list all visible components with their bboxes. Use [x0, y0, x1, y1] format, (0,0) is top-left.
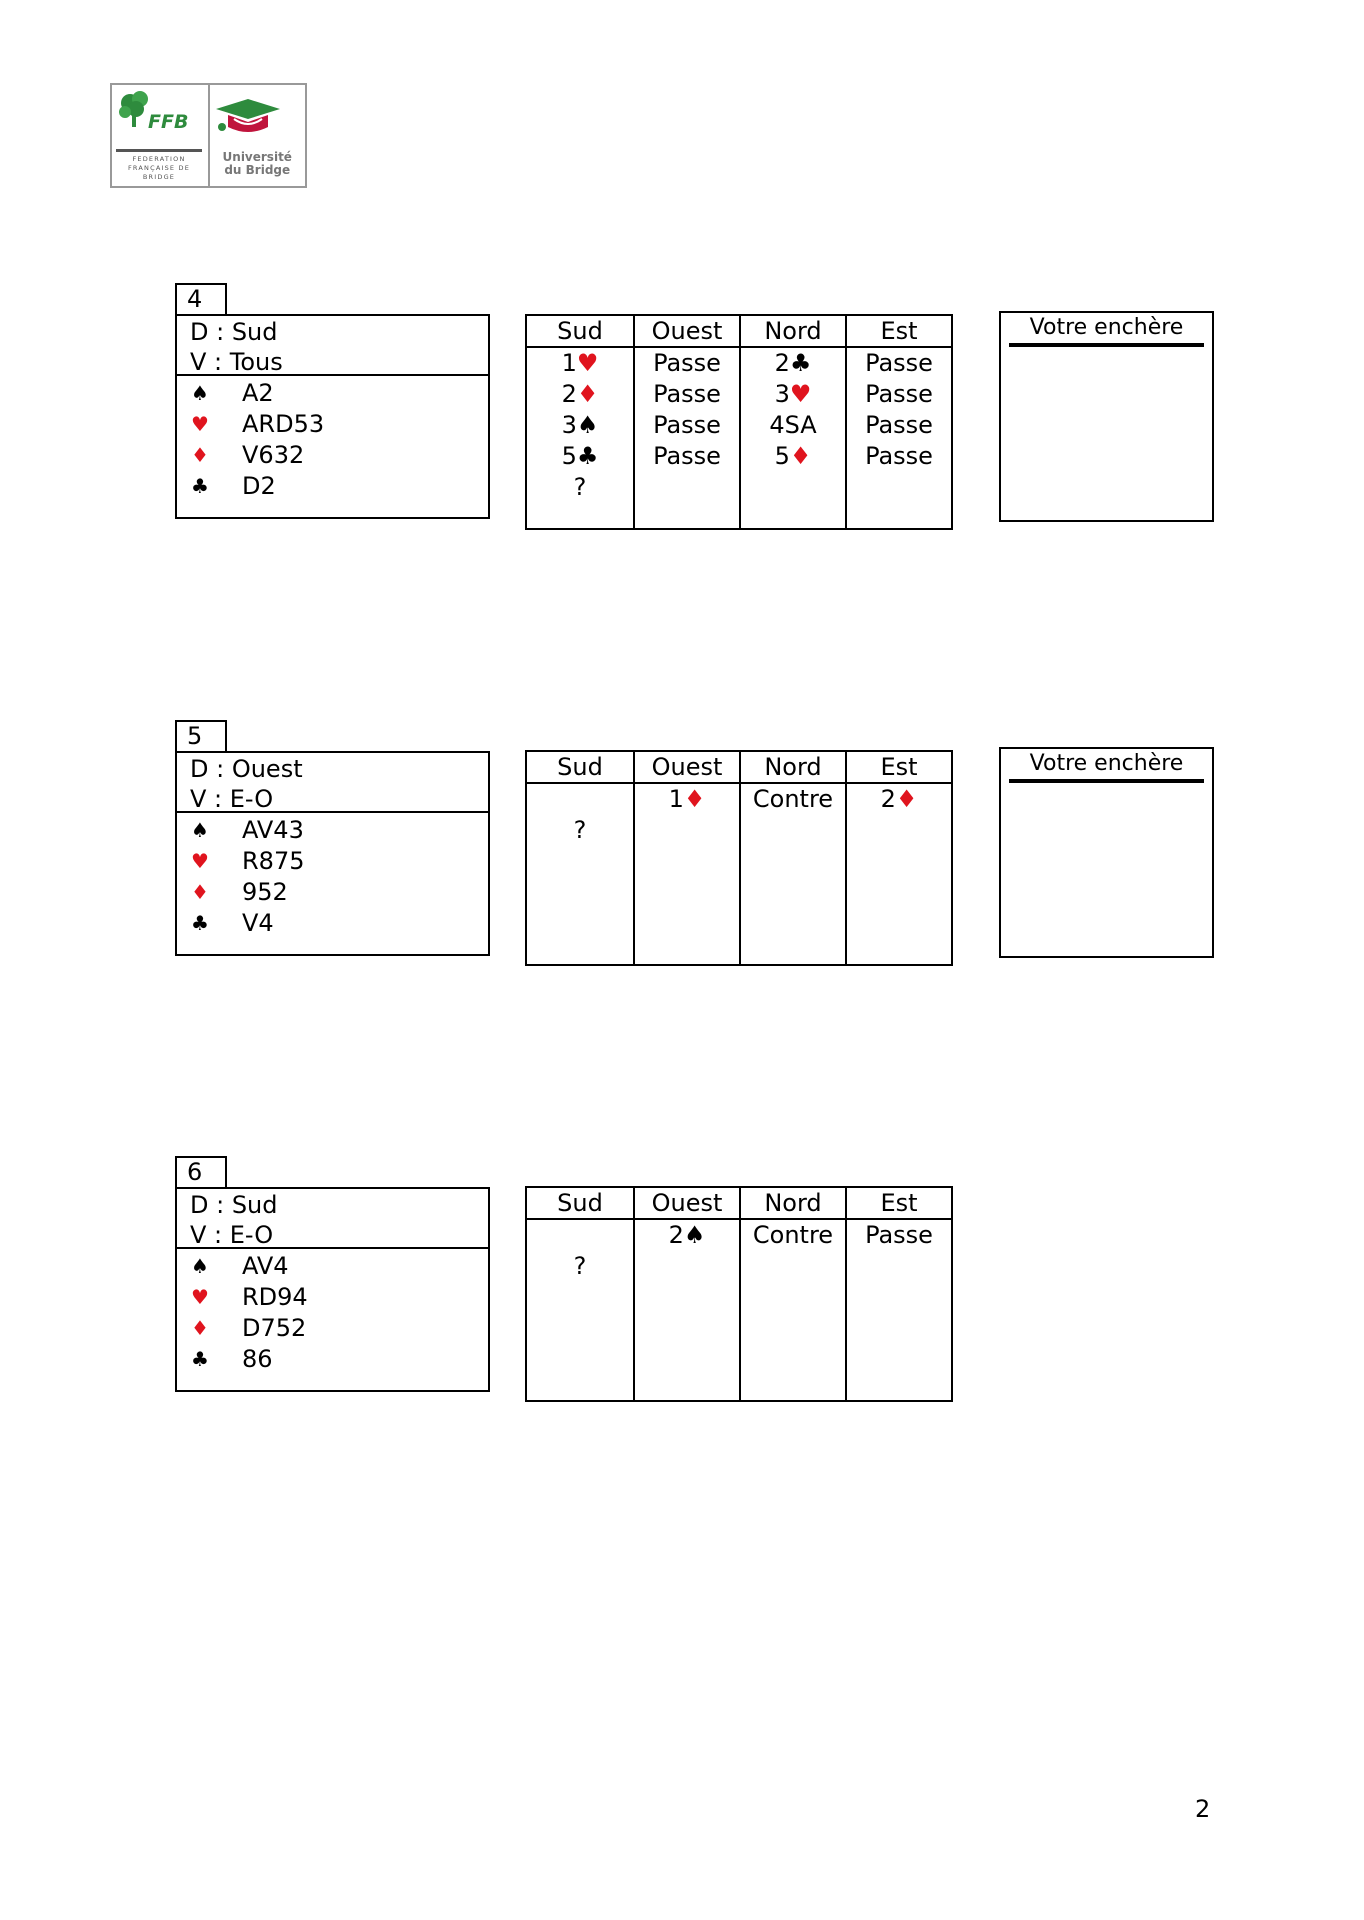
vulnerability-line: V : E-O — [190, 785, 274, 813]
auction-bid: 4SA — [769, 411, 817, 439]
dealer-line: D : Sud — [190, 318, 278, 346]
auction-header: Sud — [527, 316, 633, 348]
auction-bid: Contre — [752, 785, 834, 813]
auction-header: Sud — [527, 752, 633, 784]
universite-line1: Université — [222, 150, 292, 164]
auction-bid: Passe — [865, 380, 933, 408]
ffb-wordmark: FFB — [148, 111, 189, 133]
auction-column-ouest — [633, 316, 739, 528]
auction-header: Sud — [527, 1188, 633, 1220]
spade-icon: ♠ — [191, 818, 209, 842]
auction-table — [525, 314, 953, 530]
dealer-line: D : Sud — [190, 1191, 278, 1219]
club-cards: V4 — [242, 909, 274, 937]
diamond-cards: 952 — [242, 878, 288, 906]
universite-line2: du Bridge — [224, 163, 291, 177]
auction-bid: Contre — [752, 1221, 834, 1249]
deal-info — [175, 314, 490, 376]
answer-box[interactable] — [999, 747, 1214, 958]
diamond-cards: V632 — [242, 441, 305, 469]
auction-bid: 3♠ — [561, 411, 599, 439]
auction-bid: ? — [573, 473, 587, 501]
hand-row-hearts — [177, 1282, 488, 1313]
auction-header: Nord — [741, 316, 845, 348]
hand-row-hearts — [177, 409, 488, 440]
deal-info — [175, 1187, 490, 1249]
deal-5 — [175, 720, 490, 956]
auction-header: Nord — [741, 752, 845, 784]
heart-cards: R875 — [242, 847, 305, 875]
diamond-icon: ♦ — [191, 1316, 209, 1340]
vulnerability-line: V : E-O — [190, 1221, 274, 1249]
ffb-logo-left — [112, 85, 210, 186]
auction-bid: Passe — [653, 411, 721, 439]
auction-header: Est — [847, 316, 951, 348]
heart-icon: ♥ — [191, 849, 209, 873]
hand-row-diamonds — [177, 877, 488, 908]
deal-number: 5 — [175, 720, 227, 751]
hand-row-clubs — [177, 471, 488, 502]
auction-bid: Passe — [653, 442, 721, 470]
heart-icon: ♥ — [191, 1285, 209, 1309]
deal-number: 4 — [175, 283, 227, 314]
auction-header: Nord — [741, 1188, 845, 1220]
hand — [175, 376, 490, 519]
auction-bid — [527, 1220, 633, 1251]
diamond-cards: D752 — [242, 1314, 307, 1342]
auction-header: Ouest — [635, 752, 739, 784]
diamond-icon: ♦ — [191, 443, 209, 467]
auction-bid: Passe — [865, 349, 933, 377]
hand-row-diamonds — [177, 1313, 488, 1344]
auction-bid: Passe — [865, 442, 933, 470]
auction-bid: 1♥ — [561, 349, 599, 377]
club-cards: D2 — [242, 472, 276, 500]
heart-cards: RD94 — [242, 1283, 308, 1311]
auction-bid: ? — [573, 816, 587, 844]
heart-icon: ♥ — [191, 412, 209, 436]
answer-box-title: Votre enchère — [1009, 749, 1204, 783]
universite-logo — [210, 85, 306, 186]
auction-column-nord — [739, 752, 845, 964]
spade-icon: ♠ — [191, 381, 209, 405]
deal-4 — [175, 283, 490, 519]
auction-column-ouest — [633, 752, 739, 964]
hand-row-spades — [177, 1251, 488, 1282]
page-number: 2 — [1195, 1795, 1211, 1823]
answer-box[interactable] — [999, 311, 1214, 522]
auction-bid: Passe — [653, 349, 721, 377]
ffb-logo — [110, 83, 307, 188]
club-icon: ♣ — [191, 474, 209, 498]
auction-bid: Passe — [865, 411, 933, 439]
hand-row-clubs — [177, 1344, 488, 1375]
auction-bid: 2♦ — [880, 785, 918, 813]
club-icon: ♣ — [191, 1347, 209, 1371]
heart-cards: ARD53 — [242, 410, 325, 438]
auction-column-ouest — [633, 1188, 739, 1400]
auction-table — [525, 750, 953, 966]
auction-bid: Passe — [653, 380, 721, 408]
auction-header: Est — [847, 752, 951, 784]
spade-cards: AV4 — [242, 1252, 289, 1280]
hand-row-hearts — [177, 846, 488, 877]
auction-column-sud — [527, 752, 633, 964]
auction-header: Ouest — [635, 316, 739, 348]
spade-cards: A2 — [242, 379, 274, 407]
hand-row-spades — [177, 378, 488, 409]
diamond-icon: ♦ — [191, 880, 209, 904]
hand-row-clubs — [177, 908, 488, 939]
club-icon: ♣ — [191, 911, 209, 935]
auction-bid: ? — [573, 1252, 587, 1280]
deal-info — [175, 751, 490, 813]
auction-table — [525, 1186, 953, 1402]
auction-bid: 3♥ — [774, 380, 812, 408]
auction-column-est — [845, 752, 951, 964]
auction-column-sud — [527, 1188, 633, 1400]
hand-row-spades — [177, 815, 488, 846]
dealer-line: D : Ouest — [190, 755, 303, 783]
spade-icon: ♠ — [191, 1254, 209, 1278]
auction-column-nord — [739, 1188, 845, 1400]
spade-cards: AV43 — [242, 816, 304, 844]
vulnerability-line: V : Tous — [190, 348, 283, 376]
auction-bid: 5♦ — [774, 442, 812, 470]
auction-column-nord — [739, 316, 845, 528]
auction-bid — [527, 784, 633, 815]
hand — [175, 1249, 490, 1392]
deal-number: 6 — [175, 1156, 227, 1187]
auction-bid: 2♣ — [774, 349, 812, 377]
answer-box-title: Votre enchère — [1009, 313, 1204, 347]
auction-bid: 1♦ — [668, 785, 706, 813]
auction-bid: 5♣ — [561, 442, 599, 470]
auction-column-sud — [527, 316, 633, 528]
hand — [175, 813, 490, 956]
hand-row-diamonds — [177, 440, 488, 471]
auction-bid: Passe — [865, 1221, 933, 1249]
auction-bid: 2♦ — [561, 380, 599, 408]
club-cards: 86 — [242, 1345, 273, 1373]
graduation-cap-icon — [210, 85, 310, 147]
auction-header: Est — [847, 1188, 951, 1220]
auction-header: Ouest — [635, 1188, 739, 1220]
deal-6 — [175, 1156, 490, 1392]
auction-bid: 2♠ — [668, 1221, 706, 1249]
auction-column-est — [845, 316, 951, 528]
auction-column-est — [845, 1188, 951, 1400]
federation-text: FEDERATION FRANÇAISE DE BRIDGE — [116, 149, 202, 182]
